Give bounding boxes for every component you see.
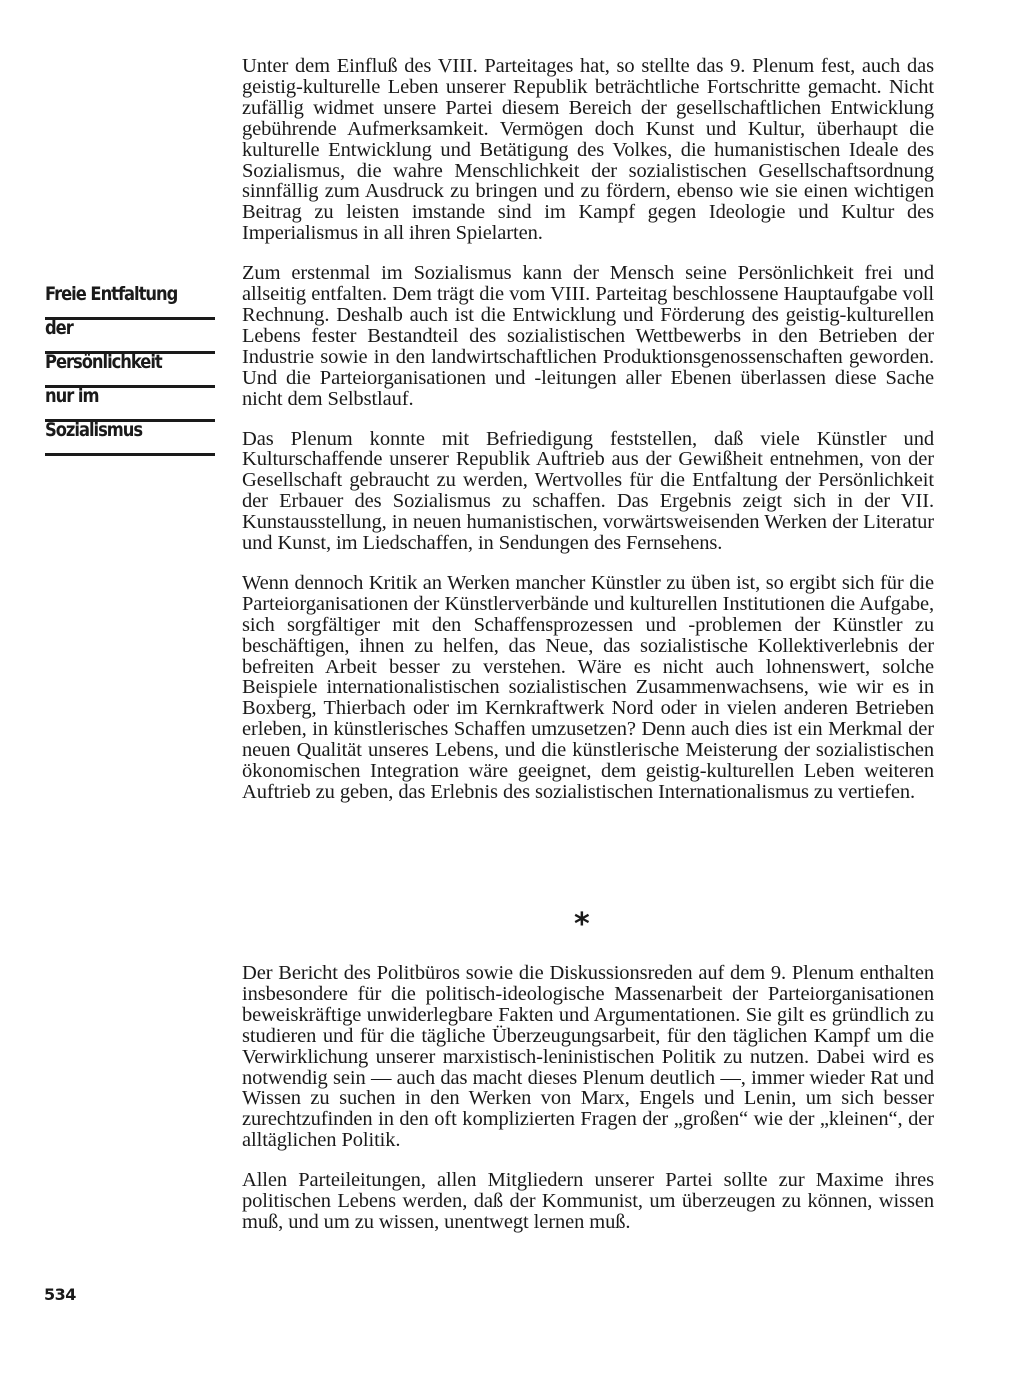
margin-heading-text: der [45, 317, 73, 339]
paragraph-party-maxim: Allen Parteileitungen, allen Mitgliedern unserer Partei sollte zur Maxime ihres politischen Lebens werden, daß der Kommunist, um überzeugen zu können, wissen muß, und um zu wissen, unentwegt lernen muß. [242, 1169, 934, 1233]
margin-heading-text: Persönlichkeit [45, 351, 162, 373]
margin-heading-line [45, 385, 215, 422]
section-separator-asterisk: * [574, 907, 590, 942]
margin-heading-text: Sozialismus [45, 419, 143, 441]
paragraph-plenum-artists: Das Plenum konnte mit Befriedigung feststellen, daß viele Künstler und Kulturschaffende unserer Republik Auftrieb aus der Gewißheit entnehmen, von der Gesellschaft gebraucht zu werden, Wertvolles für die Entfaltung der Persönlichkeit der Erbauer des Sozialismus zu schaffen. Das Ergebnis zeigt sich in der VII. Kunstausstellung, in neuen humanistischen, vorwärtsweisenden Werken der Literatur und Kunst, im Liedschaffen, in Sendungen des Fernsehens. [242, 427, 934, 555]
page-number: 534 [44, 1285, 76, 1304]
paragraph-personality-development: Zum erstenmal im Sozialismus kann der Mensch seine Persönlichkeit frei und allseitig entfalten. Dem trägt die vom VIII. Parteitag beschlossene Hauptaufgabe voll Rechnung. Deshalb auch ist die Entwicklung und Förderung des geistig-kulturellen Lebens fester Bestandteil des sozialistischen Wettbewerbs in den Betrieben der Industrie sowie in den landwirtschaftlichen Produktionsgenossenschaften geworden. Und die Parteiorganisationen und -leitungen aller Ebenen überlassen diese Sache nicht dem Selbstlauf. [242, 262, 934, 410]
main-text-column-top [242, 56, 934, 803]
margin-heading-line [45, 419, 215, 456]
margin-heading-line [45, 283, 215, 320]
main-text-column-bottom [242, 963, 934, 1233]
paragraph-cultural-progress: Unter dem Einfluß des VIII. Parteitages hat, so stellte das 9. Plenum fest, auch das geistig-kulturelle Leben unserer Republik beträchtliche Fortschritte gemacht. Nicht zufällig widmet unsere Partei diesem Bereich der gesellschaftlichen Entwicklung gebührende Aufmerksamkeit. Vermögen doch Kunst und Kultur, überhaupt die kulturelle Entwicklung und Betätigung des Volkes, die humanistischen Ideale des Sozialismus, die wahre Menschlichkeit der sozialistischen Gesellschaftsordnung sinnfällig zum Ausdruck zu bringen und zu fördern, ebenso wie sie einen wichtigen Beitrag zu leisten imstande sind im Kampf gegen Ideologie und Kultur des Imperialismus in all ihren Spielarten. [242, 55, 934, 245]
paragraph-politburo-report: Der Bericht des Politbüros sowie die Diskussionsreden auf dem 9. Plenum enthalten insbesondere für die politisch-ideologische Massenarbeit der Parteiorganisationen beweiskräftige unwiderlegbare Fakten und Argumentationen. Sie gilt es gründlich zu studieren und für die tägliche Überzeugungsarbeit, für den täglichen Kampf um die Verwirklichung unserer marxistisch-leninistischen Politik zu nutzen. Dabei wird es notwendig sein — auch das macht dieses Plenum deutlich —, immer wieder Rat und Wissen zu suchen in den Werken von Marx, Engels und Lenin, um sich besser zurechtzufinden in den oft komplizierten Fragen der „großen“ wie der „kleinen“, der alltäglichen Politik. [242, 962, 934, 1152]
paragraph-criticism-artists: Wenn dennoch Kritik an Werken mancher Künstler zu üben ist, so ergibt sich für die Parteiorganisationen der Künstlerverbände und kulturellen Institutionen die Aufgabe, sich sorgfältiger mit den Schaffensprozessen und -problemen der Künstler zu beschäftigen, ihnen zu helfen, das Neue, das sozialistische Kollektiverlebnis der befreiten Arbeit besser zu verstehen. Wäre es nicht auch lohnenswert, solche Beispiele internationalistischen sozialistischen Zusammenwachsens, wie wir es in Boxberg, Thierbach oder im Kernkraftwerk Nord oder in vielen anderen Betrieben erleben, in künstlerisches Schaffen umzusetzen? Denn auch dies ist ein Merkmal der neuen Qualität unseres Lebens, und die künstlerische Meisterung der sozialistischen ökonomischen Integration wäre geeignet, dem geistig-kulturellen Leben weiteren Auftrieb zu geben, das Erlebnis des sozialistischen Internationalismus zu vertiefen. [242, 571, 934, 803]
margin-heading-text: Freie Entfaltung [45, 283, 178, 305]
margin-heading-line [45, 351, 215, 388]
margin-heading-line [45, 317, 215, 354]
margin-heading [45, 283, 215, 456]
margin-heading-text: nur im [45, 385, 99, 407]
